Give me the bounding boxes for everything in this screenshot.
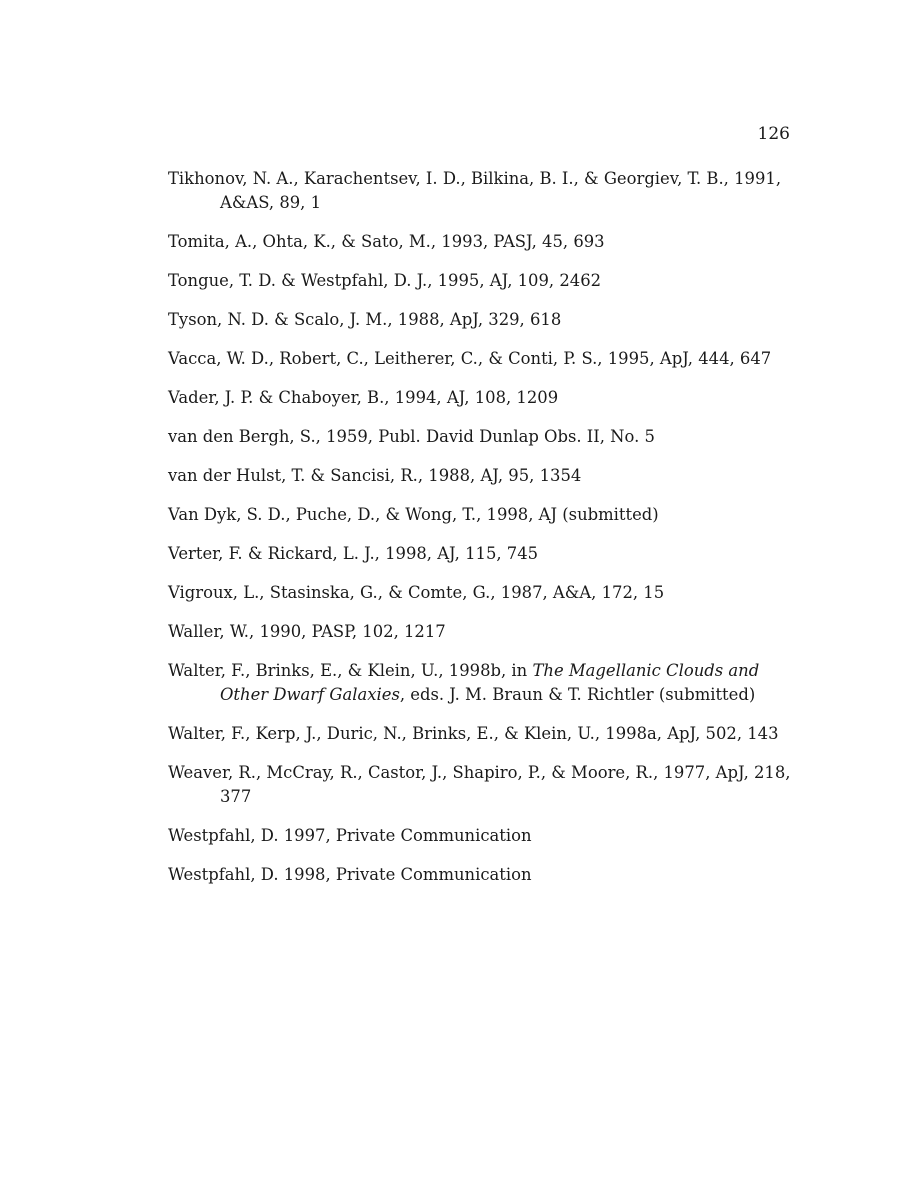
reference-text: Walter, F., Brinks, E., & Klein, U., 1998b, in: [168, 661, 533, 680]
reference-text: Tyson, N. D. & Scalo, J. M., 1988, ApJ, 329, 618: [168, 310, 562, 329]
reference-entry: [168, 308, 792, 332]
reference-text: Tongue, T. D. & Westpfahl, D. J., 1995, AJ, 109, 2462: [168, 271, 602, 290]
reference-entry: [168, 761, 792, 809]
reference-entry: [168, 542, 792, 566]
reference-text: van den Bergh, S., 1959, Publ. David Dunlap Obs. II, No. 5: [168, 427, 655, 446]
reference-text: Tomita, A., Ohta, K., & Sato, M., 1993, PASJ, 45, 693: [168, 232, 605, 251]
reference-entry: [168, 386, 792, 410]
reference-entry: [168, 824, 792, 848]
reference-list: [168, 167, 792, 902]
reference-text: Walter, F., Kerp, J., Duric, N., Brinks, E., & Klein, U., 1998a, ApJ, 502, 143: [168, 724, 779, 743]
reference-entry: [168, 347, 792, 371]
reference-text: Westpfahl, D. 1997, Private Communication: [168, 826, 532, 845]
reference-text: van der Hulst, T. & Sancisi, R., 1988, AJ, 95, 1354: [168, 466, 582, 485]
reference-entry: [168, 503, 792, 527]
page-number: 126: [757, 124, 790, 144]
reference-entry: [168, 425, 792, 449]
reference-text: Vader, J. P. & Chaboyer, B., 1994, AJ, 108, 1209: [168, 388, 559, 407]
reference-entry: [168, 581, 792, 605]
reference-entry: [168, 167, 792, 215]
reference-entry: [168, 659, 792, 707]
reference-title-italic: The Magellanic Clouds and Other Dwarf Galaxies: [220, 661, 760, 704]
reference-entry: [168, 230, 792, 254]
reference-entry: [168, 269, 792, 293]
reference-text: Van Dyk, S. D., Puche, D., & Wong, T., 1998, AJ (submitted): [168, 505, 659, 524]
reference-text: Westpfahl, D. 1998, Private Communication: [168, 865, 532, 884]
reference-text: Waller, W., 1990, PASP, 102, 1217: [168, 622, 446, 641]
reference-text: , eds. J. M. Braun & T. Richtler (submitted): [399, 685, 756, 704]
reference-entry: [168, 464, 792, 488]
reference-entry: [168, 620, 792, 644]
reference-text: Tikhonov, N. A., Karachentsev, I. D., Bilkina, B. I., & Georgiev, T. B., 1991, A&AS, 89, 1: [168, 169, 782, 212]
reference-text: Vigroux, L., Stasinska, G., & Comte, G., 1987, A&A, 172, 15: [168, 583, 665, 602]
reference-entry: [168, 863, 792, 887]
reference-text: Verter, F. & Rickard, L. J., 1998, AJ, 115, 745: [168, 544, 539, 563]
reference-entry: [168, 722, 792, 746]
reference-text: Vacca, W. D., Robert, C., Leitherer, C., & Conti, P. S., 1995, ApJ, 444, 647: [168, 349, 772, 368]
reference-text: Weaver, R., McCray, R., Castor, J., Shapiro, P., & Moore, R., 1977, ApJ, 218, 377: [168, 763, 791, 806]
